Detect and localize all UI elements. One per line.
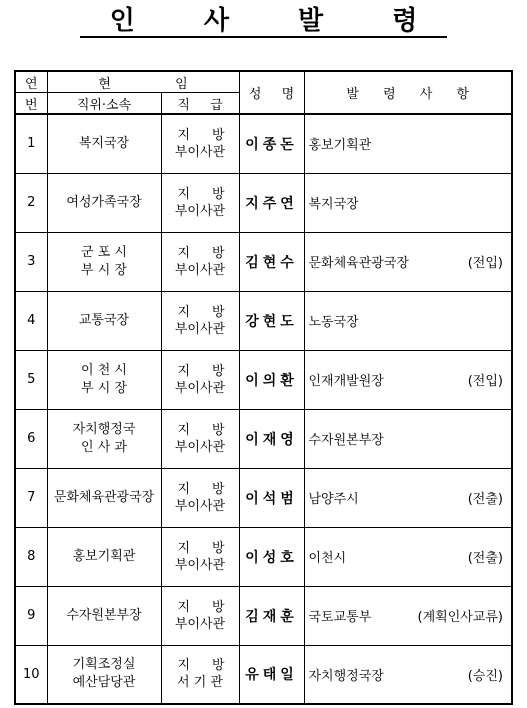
- row-grade1a: 지: [177, 304, 191, 320]
- row-pos1: 기획조정실: [72, 657, 136, 673]
- current-position: [47, 586, 161, 645]
- row-no: 4: [27, 313, 36, 328]
- row-grade2: 서 기 관: [177, 675, 223, 691]
- row-grade1b: 방: [211, 540, 225, 556]
- grade: [161, 291, 239, 350]
- row-appt: 문화체육관광국장: [308, 256, 409, 271]
- table-row: [15, 173, 512, 232]
- row-grade1a: 지: [177, 186, 191, 202]
- row-pos2: 인 사 과: [81, 439, 127, 455]
- table-row: [15, 468, 512, 527]
- header-no-bottom: 번: [15, 93, 47, 115]
- person-name: [239, 527, 304, 586]
- row-appt: 인재개발원장: [308, 374, 384, 389]
- appointment: [304, 468, 512, 527]
- appointment: [304, 350, 512, 409]
- row-pos2: 예산담당관: [72, 675, 136, 691]
- row-number: [15, 409, 47, 468]
- table-row: [15, 645, 512, 704]
- row-no: 3: [27, 254, 36, 269]
- row-name: 이재영: [245, 431, 298, 448]
- document-title: [0, 6, 527, 38]
- row-grade2: 부이사관: [174, 321, 226, 337]
- grade: [161, 114, 239, 173]
- row-name: 이성호: [245, 549, 298, 566]
- row-no: 8: [27, 549, 36, 564]
- row-name: 김재훈: [245, 608, 298, 625]
- row-appt: 남양주시: [308, 492, 359, 507]
- row-grade1b: 방: [211, 127, 225, 143]
- row-grade1b: 방: [211, 186, 225, 202]
- row-grade1b: 방: [211, 599, 225, 615]
- row-grade1b: 방: [211, 422, 225, 438]
- table-row: [15, 350, 512, 409]
- row-grade1a: 지: [177, 481, 191, 497]
- row-pos2: 부 시 장: [81, 262, 127, 278]
- row-grade2: 부이사관: [174, 380, 226, 396]
- row-grade1a: 지: [177, 658, 191, 674]
- row-grade2: 부이사관: [174, 557, 226, 573]
- row-grade2: 부이사관: [174, 144, 226, 160]
- table-row: [15, 114, 512, 173]
- row-number: [15, 527, 47, 586]
- row-name: 이종돈: [245, 136, 298, 153]
- row-pos1: 군 포 시: [81, 244, 127, 260]
- header-appointment: 발 령 사 항: [304, 71, 512, 114]
- row-pos1: 여성가족국장: [66, 194, 142, 210]
- grade: [161, 232, 239, 291]
- row-number: [15, 114, 47, 173]
- row-appt: 노동국장: [308, 315, 359, 330]
- row-appt: 자치행정국장: [308, 668, 384, 684]
- row-grade1a: 지: [177, 245, 191, 261]
- person-name: [239, 232, 304, 291]
- header-no-top: 연: [15, 71, 47, 93]
- header-grade: 직 급: [161, 93, 239, 115]
- current-position: [47, 291, 161, 350]
- grade: [161, 409, 239, 468]
- header-name: 성 명: [239, 71, 304, 114]
- table-row: [15, 409, 512, 468]
- appointment: [304, 232, 512, 291]
- row-grade1b: 방: [211, 245, 225, 261]
- row-grade1a: 지: [177, 127, 191, 143]
- row-appt: 수자원본부장: [308, 433, 384, 448]
- row-no: 6: [27, 431, 36, 446]
- row-number: [15, 173, 47, 232]
- row-grade2: 부이사관: [174, 203, 226, 219]
- appointment: [304, 409, 512, 468]
- row-grade2: 부이사관: [174, 439, 226, 455]
- appointment: [304, 291, 512, 350]
- grade: [161, 173, 239, 232]
- person-name: [239, 409, 304, 468]
- current-position: [47, 350, 161, 409]
- row-name: 강현도: [245, 313, 298, 330]
- row-pos1: 교통국장: [78, 312, 130, 328]
- row-grade1b: 방: [211, 363, 225, 379]
- row-grade2: 부이사관: [174, 262, 226, 278]
- person-name: [239, 645, 304, 704]
- current-position: [47, 173, 161, 232]
- title-text: 인 사 발 령: [80, 6, 448, 38]
- row-note: (전입): [467, 256, 503, 271]
- grade: [161, 350, 239, 409]
- row-pos1: 수자원본부장: [66, 607, 142, 623]
- row-grade1b: 방: [211, 304, 225, 320]
- row-no: 2: [27, 195, 36, 210]
- row-note: (전출): [467, 492, 503, 507]
- row-grade1a: 지: [177, 363, 191, 379]
- table-row: [15, 527, 512, 586]
- person-name: [239, 291, 304, 350]
- row-pos1: 문화체육관광국장: [53, 489, 155, 505]
- row-number: [15, 586, 47, 645]
- current-position: [47, 232, 161, 291]
- row-name: 김현수: [245, 254, 298, 271]
- row-number: [15, 468, 47, 527]
- row-note: (전출): [467, 551, 503, 566]
- person-name: [239, 468, 304, 527]
- row-pos1: 복지국장: [78, 135, 130, 151]
- row-number: [15, 645, 47, 704]
- row-grade1a: 지: [177, 599, 191, 615]
- row-no: 7: [27, 490, 36, 505]
- row-name: 지주연: [245, 195, 298, 212]
- row-number: [15, 291, 47, 350]
- row-note: (승진): [467, 668, 503, 684]
- row-grade1a: 지: [177, 422, 191, 438]
- current-position: [47, 468, 161, 527]
- personnel-table: [14, 70, 513, 705]
- row-pos2: 부 시 장: [81, 380, 127, 396]
- row-note: (계획인사교류): [417, 610, 503, 625]
- table-row: [15, 586, 512, 645]
- row-pos1: 이 천 시: [81, 362, 127, 378]
- row-appt: 국토교통부: [308, 610, 372, 625]
- header-position-dept: 직위·소속: [47, 93, 161, 115]
- appointment: [304, 114, 512, 173]
- row-appt: 이천시: [308, 551, 347, 566]
- current-position: [47, 645, 161, 704]
- row-grade1b: 방: [211, 658, 225, 674]
- row-grade2: 부이사관: [174, 616, 226, 632]
- appointment: [304, 586, 512, 645]
- row-number: [15, 232, 47, 291]
- row-no: 9: [27, 608, 36, 623]
- row-grade2: 부이사관: [174, 498, 226, 514]
- row-pos1: 홍보기획관: [72, 548, 136, 564]
- row-name: 이석범: [245, 490, 298, 507]
- current-position: [47, 527, 161, 586]
- row-appt: 복지국장: [308, 197, 359, 212]
- appointment: [304, 173, 512, 232]
- appointment: [304, 527, 512, 586]
- row-name: 이의환: [245, 372, 298, 389]
- row-pos1: 자치행정국: [72, 421, 136, 437]
- row-appt: 홍보기획관: [308, 138, 372, 154]
- row-no: 5: [27, 372, 36, 387]
- table-row: [15, 291, 512, 350]
- row-number: [15, 350, 47, 409]
- header-current: 현 임: [47, 71, 239, 93]
- current-position: [47, 114, 161, 173]
- appointment: [304, 645, 512, 704]
- grade: [161, 645, 239, 704]
- row-note: (전입): [467, 374, 503, 389]
- row-name: 유태일: [245, 667, 298, 684]
- row-grade1b: 방: [211, 481, 225, 497]
- grade: [161, 468, 239, 527]
- row-no: 10: [22, 666, 40, 682]
- person-name: [239, 350, 304, 409]
- row-grade1a: 지: [177, 540, 191, 556]
- row-no: 1: [27, 136, 36, 152]
- table-row: [15, 232, 512, 291]
- grade: [161, 586, 239, 645]
- person-name: [239, 114, 304, 173]
- grade: [161, 527, 239, 586]
- current-position: [47, 409, 161, 468]
- person-name: [239, 586, 304, 645]
- person-name: [239, 173, 304, 232]
